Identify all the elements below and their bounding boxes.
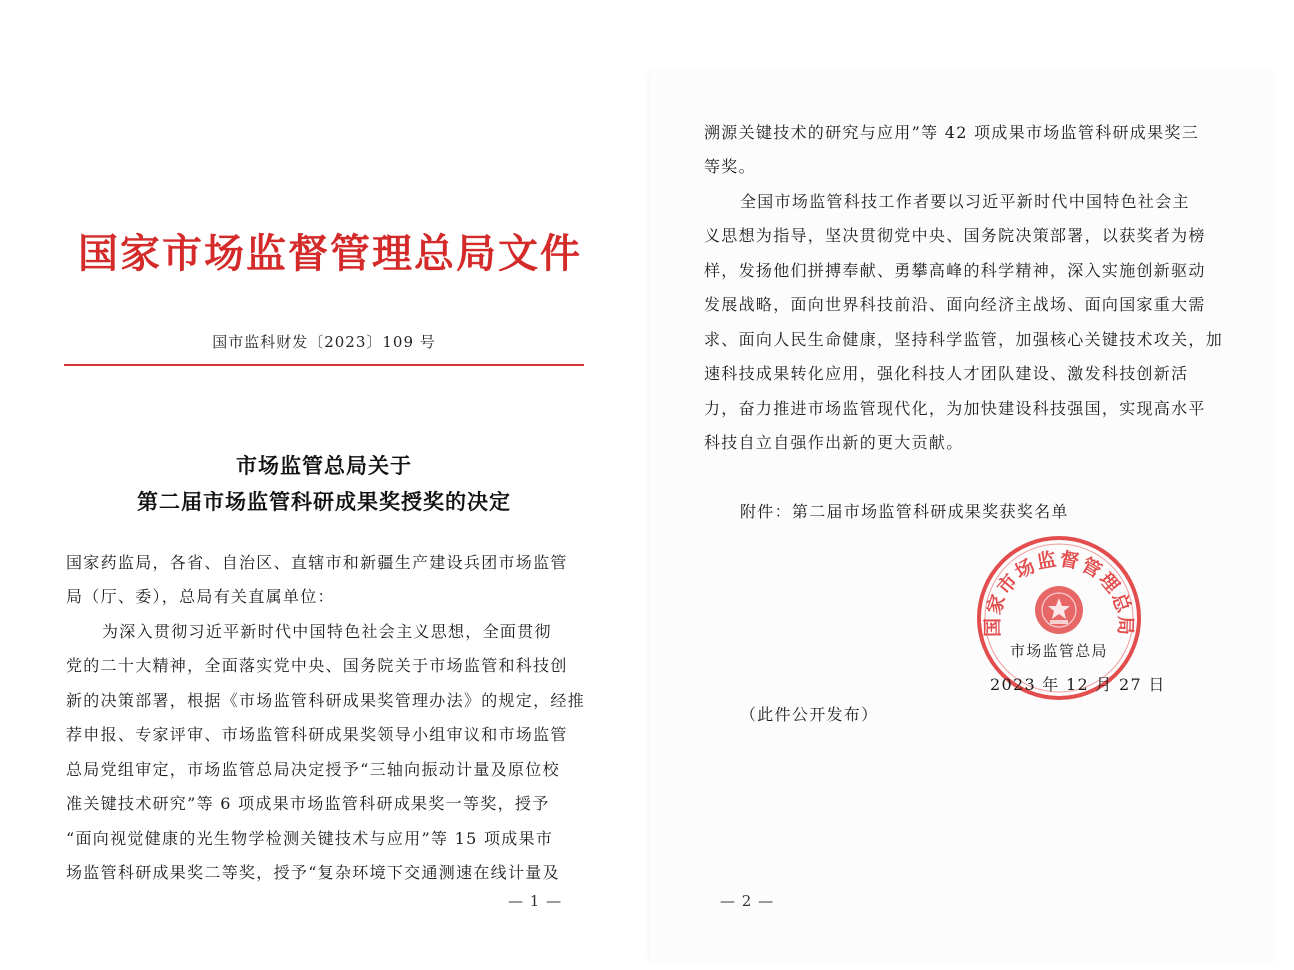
addressee-line: 局（厅、委），总局有关直属单位： xyxy=(66,587,335,606)
red-divider-rule xyxy=(64,364,584,366)
body-paragraph-line: 全国市场监管科技工作者要以习近平新时代中国特色社会主 xyxy=(740,192,1190,211)
document-date: 2023 年 12 月 27 日 xyxy=(990,675,1166,694)
national-emblem-icon xyxy=(1035,586,1083,634)
body-paragraph-line: 准关键技术研究”等 6 项成果市场监管科研成果奖一等奖，授予 xyxy=(66,794,550,813)
body-paragraph-line: 总局党组审定，市场监管总局决定授予“三轴向振动计量及原位校 xyxy=(66,760,560,779)
document-title-line-2: 第二届市场监管科研成果奖授奖的决定 xyxy=(137,489,511,514)
body-paragraph-line: 求、面向人民生命健康，坚持科学监管，加强核心关键技术攻关，加 xyxy=(704,330,1224,349)
body-paragraph-line: 场监管科研成果奖二等奖，授予“复杂环境下交通测速在线计量及 xyxy=(66,863,560,882)
body-paragraph-line: 科技自立自强作出新的更大贡献。 xyxy=(704,433,964,452)
body-paragraph-line: 义思想为指导，坚决贯彻党中央、国务院决策部署，以获奖者为榜 xyxy=(704,226,1206,245)
document-title-line-1: 市场监管总局关于 xyxy=(236,453,412,478)
continuation-line: 溯源关键技术的研究与应用”等 42 项成果市场监管科研成果奖三 xyxy=(704,123,1200,142)
seal-ring-text: 国家市场监督管理总局 xyxy=(981,548,1137,638)
attachment-line: 附件：第二届市场监管科研成果奖获奖名单 xyxy=(740,502,1069,521)
body-paragraph-line: 为深入贯彻习近平新时代中国特色社会主义思想，全面贯彻 xyxy=(102,622,552,641)
page-number: — 1 — xyxy=(508,892,563,910)
page-number: — 2 — xyxy=(720,892,775,910)
body-paragraph-line: 样，发扬他们拼搏奉献、勇攀高峰的科学精神，深入实施创新驱动 xyxy=(704,261,1206,280)
body-paragraph-line: “面向视觉健康的光生物学检测关键技术与应用”等 15 项成果市 xyxy=(66,829,554,848)
publication-note: （此件公开发布） xyxy=(740,705,879,724)
body-paragraph-line: 速科技成果转化应用，强化科技人才团队建设、激发科技创新活 xyxy=(704,364,1189,383)
body-paragraph-line: 党的二十大精神，全面落实党中央、国务院关于市场监管和科技创 xyxy=(66,656,568,675)
continuation-line: 等奖。 xyxy=(704,157,756,176)
body-paragraph-line: 荐申报、专家评审、市场监管科研成果奖领导小组审议和市场监管 xyxy=(66,725,568,744)
body-paragraph-line: 发展战略，面向世界科技前沿、面向经济主战场、面向国家重大需 xyxy=(704,295,1206,314)
body-paragraph-line: 力，奋力推进市场监管现代化，为加快建设科技强国，实现高水平 xyxy=(704,399,1206,418)
signer-name: 市场监管总局 xyxy=(1010,642,1108,660)
addressee-line: 国家药监局，各省、自治区、直辖市和新疆生产建设兵团市场监管 xyxy=(66,553,568,572)
document-number: 国市监科财发〔2023〕109 号 xyxy=(212,333,436,351)
document-header-title: 国家市场监督管理总局文件 xyxy=(78,230,582,277)
body-paragraph-line: 新的决策部署，根据《市场监管科研成果奖管理办法》的规定，经推 xyxy=(66,691,586,710)
